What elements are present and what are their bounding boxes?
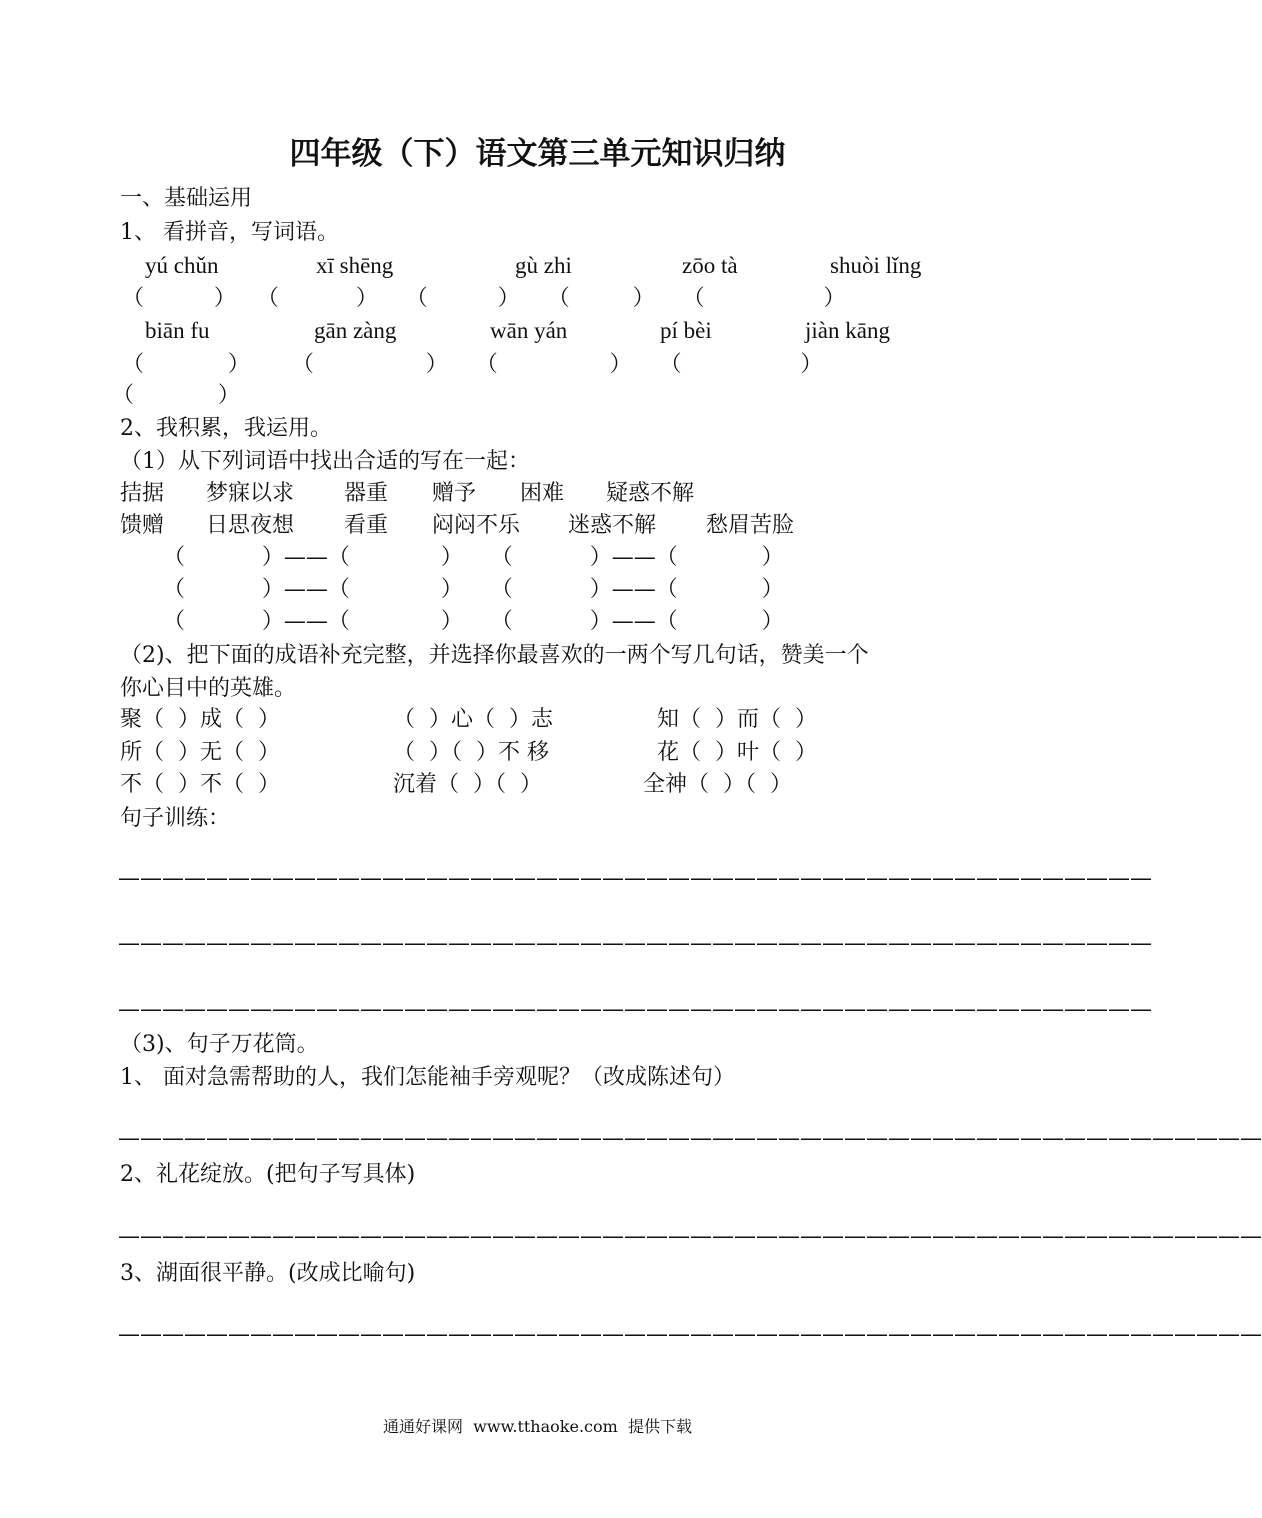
idiom-item: 沉着（ ）（ ） xyxy=(393,772,542,797)
answer-line: ——————————————————————————————————————————————— xyxy=(118,866,1152,891)
word-pair-line: （ ）——（ ） （ ）——（ ） xyxy=(163,577,784,602)
sentence-task-3: 3、湖面很平静。(改成比喻句) xyxy=(120,1261,416,1286)
idiom-item: 花（ ）叶（ ） xyxy=(657,740,817,765)
idiom-item: （ ）（ ）不 移 xyxy=(393,740,549,765)
word-item: 看重 xyxy=(344,513,389,538)
word-item: 日思夜想 xyxy=(206,513,295,538)
answer-line: ——————————————————————————————————————————————— xyxy=(118,997,1152,1022)
idiom-item: 聚（ ）成（ ） xyxy=(120,707,280,732)
section-heading: 一、基础运用 xyxy=(120,186,253,211)
answer-blanks-row: （ ） xyxy=(112,383,240,408)
question-2-heading: 2、我积累，我运用。 xyxy=(120,416,332,441)
idiom-item: （ ）心（ ）志 xyxy=(393,707,553,732)
answer-line: ———————————————————————————————————————————————————— xyxy=(118,1322,1262,1347)
word-item: 馈赠 xyxy=(120,513,165,538)
sub-question-2: （2)、把下面的成语补充完整，并选择你最喜欢的一两个写几句话，赞美一个 xyxy=(120,643,869,668)
word-item: 拮据 xyxy=(120,481,165,506)
pinyin-item: pí bèi xyxy=(660,318,712,343)
pinyin-item: gān zàng xyxy=(314,318,397,343)
pinyin-item: yú chǔn xyxy=(145,253,219,278)
word-pair-line: （ ）——（ ） （ ）——（ ） xyxy=(163,609,784,634)
word-item: 梦寐以求 xyxy=(206,481,295,506)
pinyin-item: biān fu xyxy=(145,318,210,343)
sentence-task-2: 2、礼花绽放。(把句子写具体) xyxy=(120,1162,416,1187)
sub-question-3: （3)、句子万花筒。 xyxy=(120,1032,319,1057)
word-item: 闷闷不乐 xyxy=(432,513,521,538)
sentence-training-label: 句子训练： xyxy=(120,806,231,831)
answer-blanks-row: （ ） （ ） （ ） （ ） （ ） xyxy=(122,286,846,311)
word-item: 器重 xyxy=(344,481,389,506)
footer-note: 通通好课网 www.tthaoke.com 提供下载 xyxy=(383,1417,692,1436)
question-1-heading: 1、 看拼音，写词语。 xyxy=(120,220,339,245)
sentence-task-1: 1、 面对急需帮助的人，我们怎能袖手旁观呢？（改成陈述句） xyxy=(120,1065,735,1090)
pinyin-item: jiàn kāng xyxy=(805,318,890,343)
answer-line: ———————————————————————————————————————————————————— xyxy=(118,1224,1262,1249)
answer-blanks-row: （ ） （ ） （ ） （ ） xyxy=(122,352,823,377)
pinyin-item: gù zhi xyxy=(515,253,572,278)
word-item: 迷惑不解 xyxy=(568,513,657,538)
sub-question-2-cont: 你心目中的英雄。 xyxy=(120,676,297,701)
idiom-item: 知（ ）而（ ） xyxy=(657,707,817,732)
pinyin-item: shuòi lǐng xyxy=(830,253,922,278)
answer-line: ———————————————————————————————————————————————————— xyxy=(118,1126,1262,1151)
sub-question-1: （1）从下列词语中找出合适的写在一起： xyxy=(120,449,530,474)
word-item: 赠予 xyxy=(432,481,477,506)
word-item: 困难 xyxy=(520,481,565,506)
pinyin-item: zōo tà xyxy=(682,253,738,278)
word-item: 疑惑不解 xyxy=(606,481,695,506)
word-pair-line: （ ）——（ ） （ ）——（ ） xyxy=(163,545,784,570)
pinyin-item: xī shēng xyxy=(316,253,394,278)
word-item: 愁眉苦脸 xyxy=(706,513,795,538)
idiom-item: 全神（ ）（ ） xyxy=(643,772,792,797)
page-title: 四年级（下）语文第三单元知识归纳 xyxy=(289,136,786,172)
idiom-item: 所（ ）无（ ） xyxy=(120,740,280,765)
idiom-item: 不（ ）不（ ） xyxy=(120,772,280,797)
answer-line: ——————————————————————————————————————————————— xyxy=(118,931,1152,956)
pinyin-item: wān yán xyxy=(490,318,568,343)
